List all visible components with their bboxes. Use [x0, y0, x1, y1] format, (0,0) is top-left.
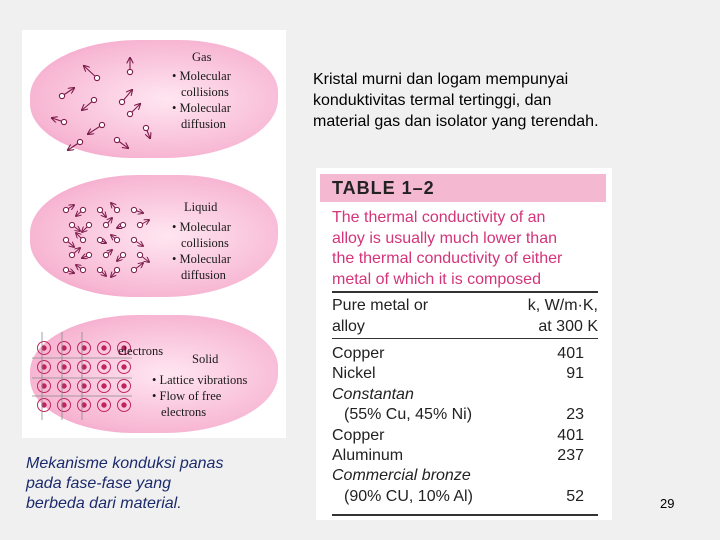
- molecule-dot: [103, 222, 108, 227]
- molecule-dot: [120, 252, 125, 257]
- table-row: [332, 345, 598, 365]
- gas-item-3: • Molecular: [172, 101, 231, 115]
- molecule-dot: [86, 252, 91, 257]
- column-header-conductivity: [528, 296, 598, 337]
- table-heading: TABLE 1–2: [332, 178, 435, 198]
- gas-item-2: collisions: [181, 85, 229, 99]
- solid-mechanisms: [152, 372, 247, 420]
- material-name: Constantan: [332, 385, 414, 403]
- liquid-mechanisms: [172, 219, 231, 283]
- molecule-dot: [127, 111, 132, 116]
- molecule-dot: [86, 222, 91, 227]
- molecule-dot: [91, 97, 96, 102]
- table-body: [332, 345, 598, 508]
- table-header-band: [320, 174, 606, 202]
- table-row: [332, 365, 598, 385]
- table-row: [332, 406, 598, 426]
- liquid-title: Liquid: [184, 200, 218, 214]
- material-name: Copper: [332, 426, 385, 444]
- lattice-core: [82, 384, 86, 388]
- molecule-dot: [120, 222, 125, 227]
- caption-line-1: Mekanisme konduksi panas: [26, 455, 224, 472]
- table-desc-line-2: alloy is usually much lower than: [332, 229, 557, 247]
- molecule-dot: [80, 237, 85, 242]
- gas-item-1: • Molecular: [172, 69, 231, 83]
- molecule-dot: [114, 237, 119, 242]
- conductivity-table: [316, 168, 612, 520]
- molecule-dot: [69, 252, 74, 257]
- table-header-rule: [332, 338, 598, 339]
- lattice-core: [42, 346, 46, 350]
- page-number: 29: [660, 496, 675, 511]
- molecule-dot: [114, 267, 119, 272]
- molecule-dot: [131, 237, 136, 242]
- molecule-dot: [63, 207, 68, 212]
- molecule-dot: [77, 139, 82, 144]
- lattice-core: [82, 346, 86, 350]
- molecule-dot: [59, 93, 64, 98]
- conduction-mechanism-figure: [22, 30, 286, 438]
- electrons-label: electrons: [118, 344, 164, 358]
- table-row: [332, 447, 598, 467]
- col-right-line-2: at 300 K: [538, 317, 598, 335]
- col-left-line-2: alloy: [332, 317, 365, 335]
- solid-item-2: • Flow of free: [152, 389, 222, 403]
- molecule-dot: [80, 267, 85, 272]
- lattice-core: [42, 365, 46, 369]
- table-row: [332, 488, 598, 508]
- gas-title: Gas: [192, 50, 212, 64]
- material-name: Aluminum: [332, 446, 404, 464]
- molecule-dot: [97, 207, 102, 212]
- caption-line-3: berbeda dari material.: [26, 495, 182, 512]
- table-row: [332, 467, 598, 487]
- lattice-core: [122, 365, 126, 369]
- molecule-dot: [131, 267, 136, 272]
- molecule-dot: [61, 119, 66, 124]
- molecule-dot: [99, 122, 104, 127]
- intro-text: [313, 69, 693, 132]
- table-bottom-rule: [332, 514, 598, 516]
- molecule-dot: [131, 207, 136, 212]
- material-name: Commercial bronze: [332, 467, 471, 485]
- intro-line-2: konduktivitas termal tertinggi, dan: [313, 92, 552, 109]
- lattice-core: [82, 365, 86, 369]
- table-desc-line-4: metal of which it is composed: [332, 270, 541, 288]
- solid-item-1: • Lattice vibrations: [152, 373, 248, 387]
- column-header-material: [332, 296, 428, 337]
- table-description: [332, 208, 602, 290]
- material-name: Nickel: [332, 365, 376, 383]
- gas-molecules: [52, 58, 150, 150]
- molecule-dot: [137, 252, 142, 257]
- solid-lattice: [32, 332, 132, 420]
- intro-line-3: material gas dan isolator yang terendah.: [313, 113, 599, 130]
- liquid-item-1: • Molecular: [172, 220, 231, 234]
- lattice-core: [102, 403, 106, 407]
- lattice-core: [102, 384, 106, 388]
- liquid-item-2: collisions: [181, 236, 229, 250]
- lattice-core: [102, 346, 106, 350]
- liquid-molecules: [63, 203, 149, 277]
- col-right-line-1: k, W/m·K,: [527, 297, 598, 314]
- table-top-rule: [332, 291, 598, 293]
- table-desc-line-1: The thermal conductivity of an: [332, 209, 546, 226]
- liquid-item-4: diffusion: [181, 268, 226, 282]
- molecule-dot: [94, 75, 99, 80]
- molecule-dot: [127, 69, 132, 74]
- table-row: [332, 386, 598, 406]
- molecule-dot: [137, 222, 142, 227]
- col-left-line-1: Pure metal or: [332, 297, 429, 314]
- lattice-core: [62, 384, 66, 388]
- molecule-dot: [103, 252, 108, 257]
- material-name: (55% Cu, 45% Ni): [344, 406, 473, 424]
- lattice-core: [122, 403, 126, 407]
- lattice-core: [42, 384, 46, 388]
- lattice-core: [62, 346, 66, 350]
- molecule-dot: [119, 99, 124, 104]
- solid-item-3: electrons: [161, 405, 207, 419]
- molecule-dot: [143, 125, 148, 130]
- lattice-core: [122, 384, 126, 388]
- molecule-dot: [63, 267, 68, 272]
- lattice-core: [102, 365, 106, 369]
- lattice-core: [82, 403, 86, 407]
- solid-title: Solid: [192, 352, 219, 366]
- conductivity-value: 91: [566, 365, 584, 383]
- lattice-core: [62, 403, 66, 407]
- molecule-dot: [63, 237, 68, 242]
- table-row: [332, 427, 598, 447]
- conductivity-value: 23: [566, 406, 584, 424]
- figure-caption: [26, 454, 256, 514]
- caption-line-2: pada fase-fase yang: [26, 475, 171, 492]
- table-desc-line-3: the thermal conductivity of either: [332, 250, 563, 267]
- gas-item-4: diffusion: [181, 117, 226, 131]
- molecule-dot: [97, 237, 102, 242]
- gas-mechanisms: [172, 68, 231, 132]
- molecule-dot: [80, 207, 85, 212]
- lattice-core: [42, 403, 46, 407]
- material-name: Copper: [332, 345, 385, 362]
- material-name: (90% CU, 10% Al): [344, 487, 473, 505]
- conductivity-value: 401: [557, 426, 584, 444]
- lattice-core: [62, 365, 66, 369]
- molecule-dot: [114, 137, 119, 142]
- molecule-dot: [69, 222, 74, 227]
- conductivity-value: 52: [566, 487, 584, 505]
- molecule-dot: [114, 207, 119, 212]
- conductivity-value: 237: [557, 446, 584, 464]
- intro-line-1: Kristal murni dan logam mempunyai: [313, 71, 569, 88]
- molecule-dot: [97, 267, 102, 272]
- conductivity-value: 401: [557, 345, 584, 362]
- liquid-item-3: • Molecular: [172, 252, 231, 266]
